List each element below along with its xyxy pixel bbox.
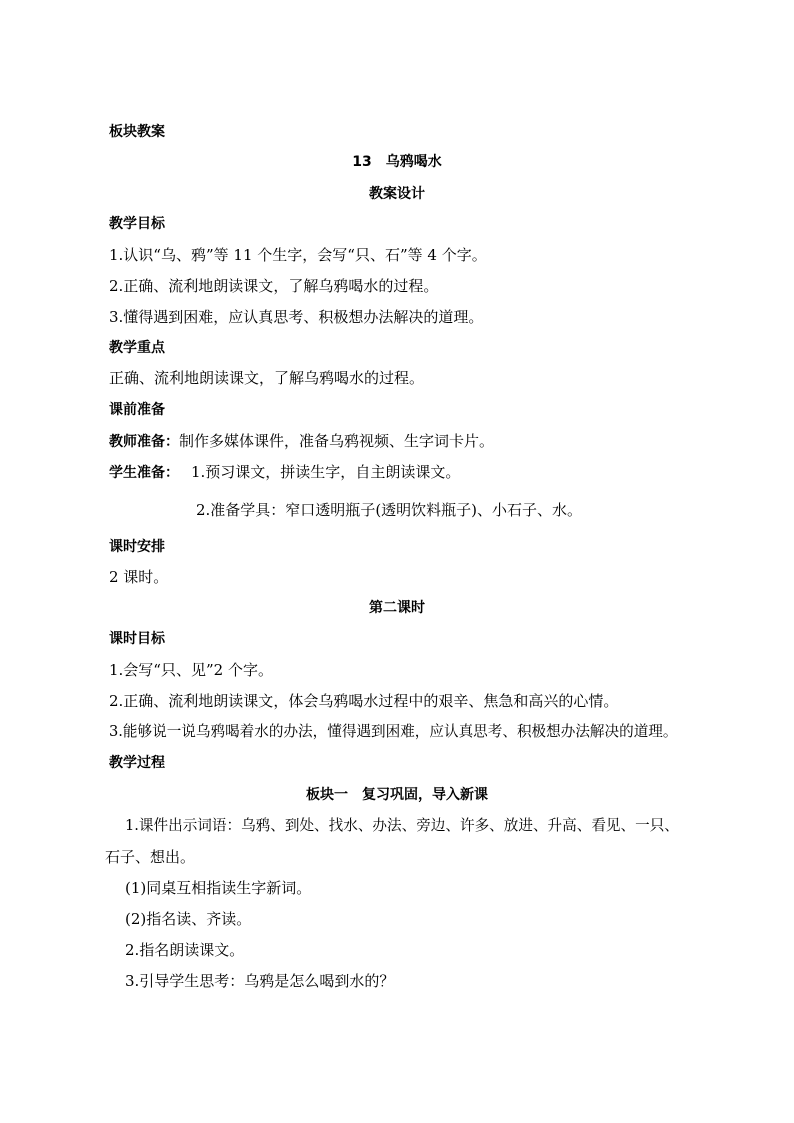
student-prep-item: 1.预习课文，拼读生字，自主朗读课文。	[191, 463, 461, 481]
lesson-goal-item: 1.会写“只、见”2 个字。	[109, 661, 273, 679]
goal-item: 1.认识“乌、鸦”等 11 个生字，会写“只、石”等 4 个字。	[109, 246, 487, 264]
schedule-heading: 课时安排	[109, 539, 165, 555]
process-heading: 教学过程	[109, 755, 165, 771]
key-heading: 教学重点	[109, 340, 165, 356]
block1-subitem: (2)指名读、齐读。	[125, 910, 252, 928]
key-text: 正确、流利地朗读课文，了解乌鸦喝水的过程。	[109, 369, 425, 387]
lesson-goal-item: 2.正确、流利地朗读课文，体会乌鸦喝水过程中的艰辛、焦急和高兴的心情。	[109, 692, 619, 710]
student-prep	[109, 462, 460, 483]
goal-item: 2.正确、流利地朗读课文，了解乌鸦喝水的过程。	[109, 277, 439, 295]
lesson-goal-item: 3.能够说一说乌鸦喝着水的办法，懂得遇到困难，应认真思考、积极想办法解决的道理。	[109, 723, 678, 740]
block1-item: 3.引导学生思考：乌鸦是怎么喝到水的？	[125, 972, 395, 990]
student-prep-label: 学生准备：	[109, 465, 179, 481]
schedule-text: 2 课时。	[109, 568, 169, 586]
student-prep-item: 2.准备学具：窄口透明瓶子(透明饮料瓶子)、小石子、水。	[196, 501, 583, 519]
teacher-prep-label: 教师准备：	[109, 434, 179, 450]
goal-item: 3.懂得遇到困难，应认真思考、积极想办法解决的道理。	[109, 308, 484, 326]
block1-subitem: (1)同桌互相指读生字新词。	[125, 879, 312, 897]
block1-item-continued: 石子、想出。	[105, 848, 196, 866]
lesson-title: 13 乌鸦喝水	[352, 154, 442, 170]
block1-title: 板块一 复习巩固，导入新课	[306, 787, 488, 803]
document-header: 板块教案	[109, 124, 165, 140]
teacher-prep-text: 制作多媒体课件，准备乌鸦视频、生字词卡片。	[179, 432, 495, 450]
teacher-prep	[109, 431, 494, 452]
second-lesson-title: 第二课时	[369, 600, 425, 616]
design-title: 教案设计	[369, 186, 425, 202]
goals-heading: 教学目标	[109, 216, 165, 232]
prep-heading: 课前准备	[109, 402, 165, 418]
lesson-goals-heading: 课时目标	[109, 631, 165, 647]
block1-item: 1.课件出示词语：乌鸦、到处、找水、办法、旁边、许多、放进、升高、看见、一只、	[125, 817, 679, 834]
block1-item: 2.指名朗读课文。	[125, 941, 245, 959]
